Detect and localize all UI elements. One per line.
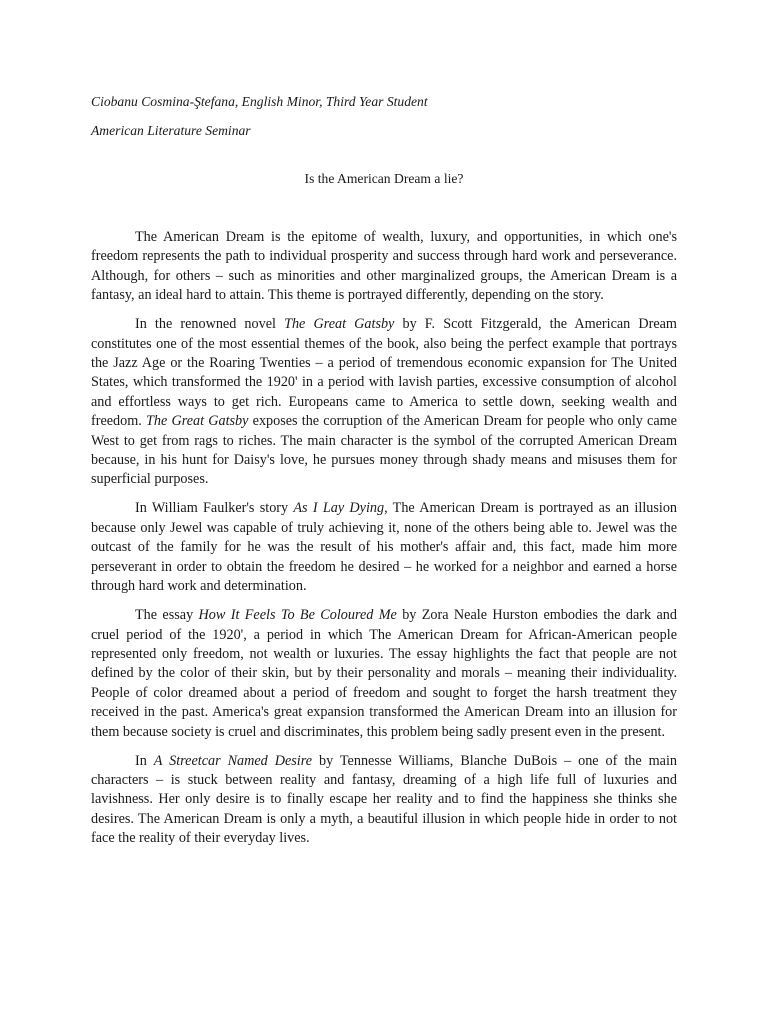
paragraph-2-mid: by F. Scott Fitzgerald, the American Dream constitutes one of the most essential themes of the book, also being the perfect example that portrays the Jazz Age or the Roaring Twenties – a period of tremendous economic expansion for The United States, which transformed the 1920' in a period with lavish parties, excessive consumption of alcohol and effortless ways to get rich. Europeans came to America to settle down, seeking wealth and freedom.	[91, 316, 677, 430]
paragraph-5-pre: In	[135, 752, 154, 769]
course-line: American Literature Seminar	[91, 123, 251, 138]
paragraph-2	[91, 315, 677, 490]
essay-title: Is the American Dream a lie?	[304, 171, 464, 186]
work-title-great-gatsby-2: The Great Gatsby	[146, 413, 249, 430]
work-title-great-gatsby: The Great Gatsby	[284, 316, 395, 333]
work-title-coloured-me: How It Feels To Be Coloured Me	[198, 607, 397, 624]
author-line: Ciobanu Cosmina-Ştefana, English Minor, Third Year Student	[91, 94, 428, 109]
paragraph-2-post: exposes the corruption of the American Dream for people who only came West to get from rags to riches. The main character is the symbol of the corrupted American Dream because, in his hunt for Daisy's love, he pursues money through shady means and misuses them for superficial purposes.	[91, 413, 677, 488]
paragraph-4	[91, 606, 677, 742]
paragraph-3-post: , The American Dream is portrayed as an illusion because only Jewel was capable of truly achieving it, none of the others being able to. Jewel was the outcast of the family for he was the result of his mother's affair and, this fact, made him more perseverant in order to obtain the freedom he desired – he worked for a neighbor and earned a horse through hard work and determination.	[91, 500, 678, 595]
paragraph-2-pre: In the renowned novel	[135, 316, 285, 333]
paragraph-5	[91, 752, 677, 849]
paragraph-1-text: The American Dream is the epitome of wealth, luxury, and opportunities, in which one's freedom represents the path to individual prosperity and success through hard work and perseverance. Although, for others – such as minorities and other marginalized groups, the American Dream is a fantasy, an ideal hard to attain. This theme is portrayed differently, depending on the story.	[91, 229, 677, 304]
paragraph-4-pre: The essay	[135, 607, 199, 624]
work-title-as-i-lay-dying: As I Lay Dying	[293, 500, 385, 517]
paragraph-4-post: by Zora Neale Hurston embodies the dark and cruel period of the 1920', a period in which The American Dream for African-American people represented only freedom, not wealth or luxuries. The essay highlights the fact that people are not defined by the color of their skin, but by their personality and morals – meaning their individuality. People of color dreamed about a period of freedom and sought to forget the harsh treatment they received in the past. America's great expansion transformed the American Dream into an illusion for them because society is cruel and discriminates, this problem being sadly present even in the present.	[91, 607, 677, 740]
paragraph-3-pre: In William Faulker's story	[135, 500, 294, 517]
work-title-streetcar: A Streetcar Named Desire	[153, 752, 313, 769]
paragraph-5-post: by Tennesse Williams, Blanche DuBois – one of the main characters – is stuck between reality and fantasy, dreaming of a high life full of luxuries and lavishness. Her only desire is to finally escape her reality and to find the happiness she thinks she desires. The American Dream is only a myth, a beautiful illusion in which people hide in order to not face the reality of their everyday lives.	[91, 752, 677, 847]
document-page	[91, 88, 677, 858]
paragraph-1	[91, 228, 677, 306]
essay-body	[91, 228, 677, 849]
paragraph-3	[91, 499, 677, 596]
